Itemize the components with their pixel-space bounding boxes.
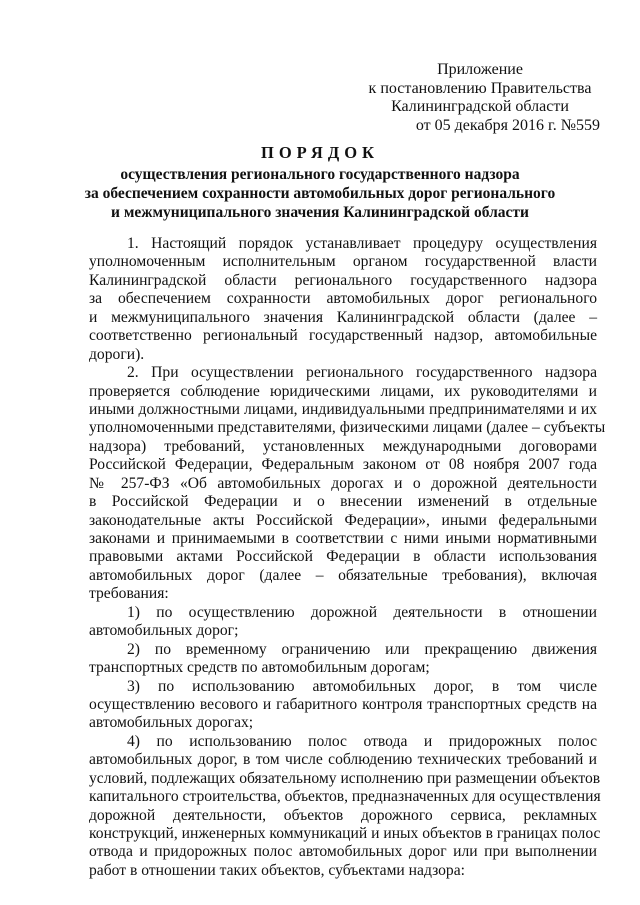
paragraph (89, 604, 597, 641)
document-subtitle (60, 165, 580, 222)
paragraph-line: 2) по временному ограничению или прекращению движения (127, 640, 597, 658)
subtitle-line: и межмуниципального значения Калининградской области (111, 204, 529, 221)
paragraph-line: осуществлению весового и габаритного контроля транспортных средств на (89, 695, 597, 713)
paragraph-line: требования: (89, 585, 169, 603)
subtitle-line: за обеспечением сохранности автомобильных дорог регионального (84, 185, 556, 202)
paragraph-line: автомобильных дорог (далее – обязательные требования), включая (89, 566, 597, 584)
paragraph (89, 235, 597, 364)
paragraph-line: 2. При осуществлении регионального государственного надзора (127, 364, 597, 382)
paragraph-line: транспортных средств по автомобильным дорогам; (89, 659, 430, 677)
annex-resolution-ref: к постановлению Правительства (368, 79, 592, 97)
paragraph (89, 641, 597, 678)
paragraph-line: 4) по использованию полос отвода и придорожных полос (127, 732, 597, 750)
paragraph-line: законодательные акты Российской Федерации», иными федеральными (89, 511, 597, 529)
document-title: ПОРЯДОК (261, 143, 379, 162)
paragraph-line: конструкций, инженерных коммуникаций и иных объектов в границах полос (89, 825, 601, 842)
paragraph-line: автомобильных дорог, в том числе соблюдению технических требований и (89, 751, 597, 769)
paragraph-line: правовыми актами Российской Федерации в области использования (89, 548, 597, 566)
paragraph-line: 1) по осуществлению дорожной деятельности в отношении (127, 603, 597, 621)
subtitle-line: осуществления регионального государственного надзора (120, 166, 520, 183)
paragraph-line: дороги). (89, 345, 145, 363)
paragraph (89, 732, 601, 881)
paragraph-line: уполномоченными представителями, физическими лицами (далее – субъекты (89, 419, 606, 437)
annex-date-number: от 05 декабря 2016 г. №559 (415, 116, 600, 134)
document-body (89, 235, 606, 880)
paragraph-line: капитального строительства, объектов, предназначенных для осуществления (89, 788, 601, 806)
paragraph-line: надзора) требований, установленных международными договорами (89, 437, 597, 455)
paragraph-line: уполномоченным исполнительным органом государственной власти (89, 253, 597, 271)
paragraph-line: 3) по использованию автомобильных дорог, в том числе (127, 677, 597, 695)
paragraph-line: иными должностными лицами, индивидуальными предпринимателями и их (89, 400, 597, 418)
paragraph-line: автомобильных дорогах; (89, 714, 254, 732)
paragraph-line: дорожной деятельности, объектов дорожного сервиса, рекламных (89, 806, 597, 824)
paragraph-line: Калининградской области регионального государственного надзора (89, 271, 597, 289)
paragraph (89, 364, 606, 604)
annex-label: Приложение (437, 61, 523, 78)
paragraph-line: 1. Настоящий порядок устанавливает процедуру осуществления (127, 235, 597, 252)
paragraph-line: соответственно региональный государственный надзор, автомобильные (89, 327, 597, 345)
paragraph-line: за обеспечением сохранности автомобильных дорог регионального (89, 290, 597, 308)
paragraph-line: автомобильных дорог; (89, 622, 239, 640)
paragraph (89, 678, 597, 733)
paragraph-line: отвода и придорожных полос автомобильных дорог или при выполнении (89, 843, 597, 861)
paragraph-line: работ в отношении таких объектов, субъектами надзора: (89, 861, 465, 879)
paragraph-line: условий, подлежащих обязательному исполнению при размещении объектов (89, 769, 601, 787)
paragraph-line: № 257-ФЗ «Об автомобильных дорогах и о дорожной деятельности (89, 474, 597, 492)
paragraph-line: законами и принимаемыми в соответствии с ними иными нормативными (89, 530, 597, 547)
paragraph-line: Российской Федерации, Федеральным законом от 08 ноября 2007 года (89, 456, 597, 474)
annex-block (350, 61, 610, 135)
paragraph-line: проверяется соблюдение юридическими лицами, их руководителями и (89, 382, 597, 400)
paragraph-line: в Российской Федерации и о внесении изменений в отдельные (89, 493, 597, 511)
paragraph-line: и межмуниципального значения Калининградской области (далее – (89, 308, 597, 326)
annex-region: Калининградской области (391, 98, 569, 115)
